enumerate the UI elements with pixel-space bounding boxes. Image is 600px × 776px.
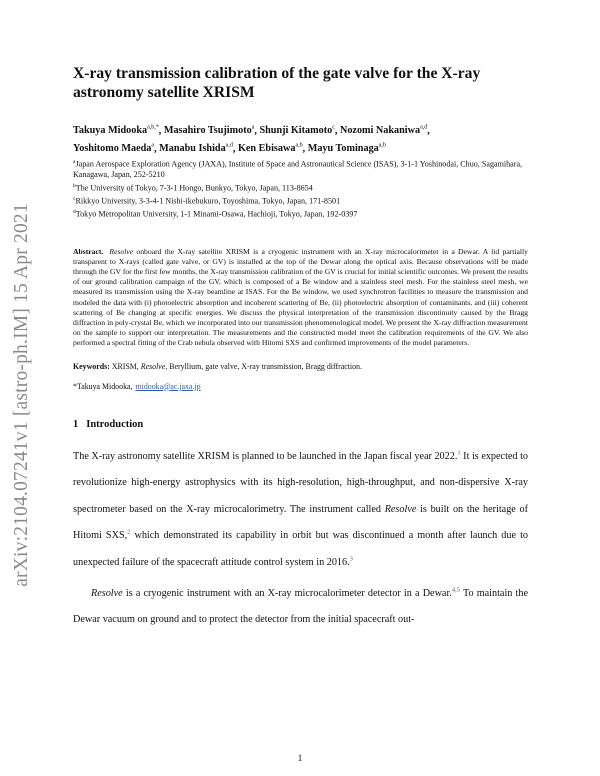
email-link[interactable]: midooka@ac.jaxa.jp (135, 381, 201, 391)
affiliation: $^c$Rikkyo University, 3-3-4-1 Nishi-ikebukuro, Toyoshima, Tokyo, Japan, 171-8501 (73, 195, 341, 206)
author: Ken Ebisawa$^{a,b}$ (237, 142, 303, 155)
author-list (73, 121, 528, 157)
author-line-1: Takuya Midooka$^{a,b,*}$, Masahiro Tsujimoto$^a$, Shunji Kitamoto$^c$, Nozomi Nakaniwa$^{a,d}$, (73, 125, 430, 137)
page-number: 1 (297, 754, 303, 764)
arxiv-stamp (2, 195, 42, 595)
citation-link[interactable]: 3 (349, 555, 353, 563)
abstract-label: Abstract. (73, 246, 104, 256)
author: Masahiro Tsujimoto$^a$ (163, 125, 255, 137)
paper-title: X-ray transmission calibration of the gate valve for the X-ray astronomy satellite XRISM (73, 65, 481, 101)
citation-link[interactable]: 2 (127, 528, 131, 536)
paper-page (73, 64, 528, 638)
paragraph: The X-ray astronomy satellite XRISM is planned to be launched in the Japan fiscal year 2022.$^1$ It is expected to revolutionize high-energy astrophysics with its high-resolution, high-throughput, and non-dispersive X-ray spectrometer based on the X-ray microcalorimetry. The instrument called Resolve is built on the heritage of Hitomi SXS,$^2$ which demonstrated its capability in orbit but was discontinued a month after launch due to unexpected failure of the spacecraft attitude control system in 2016.$^3$ (73, 449, 528, 568)
affiliation: $^a$Japan Aerospace Exploration Agency (JAXA), Institute of Space and Astronautical Science (ISAS), 3-1-1 Yoshinodai, Chuo, Sagamihara, Kanagawa, Japan, 252-5210 (73, 158, 523, 180)
section-heading (73, 419, 528, 430)
affiliations (73, 157, 528, 221)
arxiv-id: arXiv:2104.07241v1 [astro-ph.IM] 15 Apr 2021 (11, 203, 32, 587)
author-line-2: Yoshitomo Maeda$^a$, Manabu Ishida$^{a,d}$, Ken Ebisawa$^{a,b}$, Mayu Tominaga$^{a,b}$ (73, 142, 386, 155)
corresponding-author: *Takuya Midooka, midooka@ac.jaxa.jp (73, 381, 201, 391)
author: Yoshitomo Maeda$^a$ (73, 142, 155, 155)
author: Mayu Tominaga$^{a,b}$ (307, 142, 386, 155)
paragraph: Resolve is a cryogenic instrument with an X-ray microcalorimeter detector in a Dewar.$^{4,5}$ To maintain the Dewar vacuum on ground and to protect the detector from the initial spacecraft out- (73, 586, 528, 626)
affiliation: $^d$Tokyo Metropolitan University, 1-1 Minami-Osawa, Hachioji, Tokyo, Japan, 192-0397 (73, 209, 358, 219)
author: Shunji Kitamoto$^c$ (259, 125, 335, 137)
section-number: 1 (73, 418, 79, 430)
citation-link[interactable]: 1 (457, 449, 461, 457)
author: Takuya Midooka$^{a,b,*}$ (73, 125, 159, 137)
author: Manabu Ishida$^{a,d}$ (159, 142, 233, 155)
citation-link[interactable]: 4,5 (451, 586, 460, 594)
abstract: Abstract. Resolve onboard the X-ray satellite XRISM is a cryogenic instrument with an X-ray microcalorimeter in a Dewar. A lid partially transparent to X-rays (called gate valve, or GV) is installed at the top of the Dewar along the optical axis. Because observations will be made through the GV for the first few months, the X-ray transmission calibration of the GV is crucial for initial scientific outcomes. We present the results of our ground calibration campaign of the GV, which is composed of a Be window and a stainless steel mesh. For the stainless steel mesh, we measured its transmission using the X-ray beamline at ISAS. For the Be window, we used synchrotron facilities to measure the transmission and modeled the data with (i) photoelectric absorption and incoherent scattering of Be, (ii) photoelectric absorption of contaminants, and (iii) coherent scattering of Be changing at specific energies. We discuss the physical interpretation of the transmission discontinuity caused by the Bragg diffraction in poly-crystal Be, which we incorporated into our transmission phenomenological model. We present the X-ray diffraction measurement on the sample to support our interpretation. The measurements and the constructed model meet the calibration requirements of the GV. We also performed a spectral fitting of the Crab nebula observed with Hitomi SXS and confirmed improvements of the model parameters. (73, 246, 528, 348)
keywords: Keywords: XRISM, Resolve, Beryllium, gate valve, X-ray transmission, Bragg diffraction. (73, 361, 362, 371)
author: Nozomi Nakaniwa$^{a,d}$ (339, 125, 428, 137)
affiliation: $^b$The University of Tokyo, 7-3-1 Hongo, Bunkyo, Tokyo, Japan, 113-8654 (73, 182, 313, 193)
body-text (73, 444, 528, 634)
section-title: Introduction (86, 418, 144, 430)
keywords-label: Keywords: (73, 361, 110, 371)
